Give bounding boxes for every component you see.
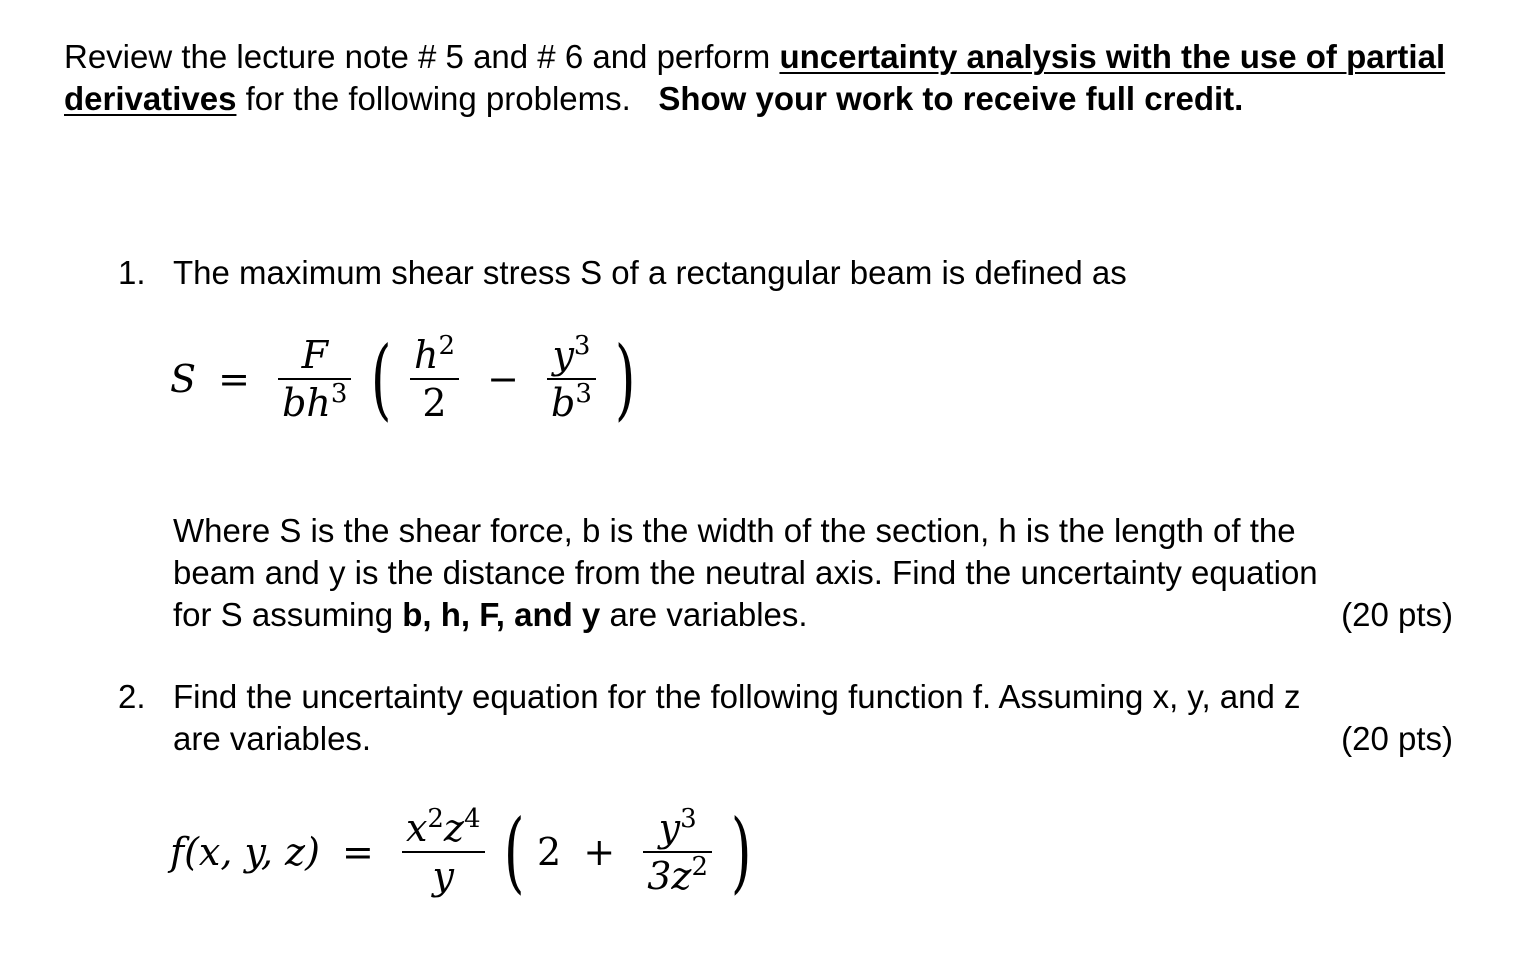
function-equation bbox=[170, 800, 752, 903]
eq2-num-z: z bbox=[443, 806, 464, 850]
eq2-inner-num-exp: 3 bbox=[680, 804, 697, 834]
eq1-term2-den-base: b bbox=[551, 381, 576, 425]
problem-1-points: (20 pts) bbox=[1341, 596, 1453, 633]
eq1-right-paren: ) bbox=[614, 327, 636, 430]
problem-1-statement: The maximum shear stress S of a rectangular beam is defined as bbox=[173, 254, 1127, 291]
eq1-term2-num-base: y bbox=[552, 333, 574, 377]
eq2-plus: + bbox=[583, 830, 616, 874]
eq2-main-fraction bbox=[402, 804, 485, 898]
instructions-paragraph bbox=[64, 36, 1464, 120]
eq1-term2-num-exp: 3 bbox=[573, 331, 591, 361]
problem-2-points: (20 pts) bbox=[1341, 720, 1453, 757]
instructions-emphasis: uncertainty analysis with the use of partial derivatives bbox=[64, 38, 1446, 117]
instructions-show-work: Show your work to receive full credit. bbox=[658, 80, 1244, 117]
problem-1-description-line-2: beam and y is the distance from the neutral axis. Find the uncertainty equation bbox=[173, 554, 1318, 591]
eq2-inner-den-exp: 2 bbox=[691, 852, 708, 882]
problem-2-statement bbox=[173, 676, 1453, 760]
eq1-term2-fraction bbox=[547, 331, 596, 425]
eq2-num-x: x bbox=[405, 806, 428, 850]
eq1-left-paren: ( bbox=[370, 327, 392, 430]
eq2-const: 2 bbox=[537, 830, 562, 874]
eq2-inner-fraction bbox=[643, 804, 712, 898]
instructions-text-2: for the following problems. bbox=[236, 80, 631, 117]
eq2-right-paren: ) bbox=[730, 800, 752, 903]
eq2-den: y bbox=[402, 851, 485, 895]
eq2-equals: = bbox=[342, 830, 374, 874]
eq1-coef-den-exp: 3 bbox=[330, 379, 348, 409]
problem-1-number: 1. bbox=[118, 254, 146, 291]
problem-1-description-line-1: Where S is the shear force, b is the width of the section, h is the length of the bbox=[173, 512, 1296, 549]
problem-2-line-1: Find the uncertainty equation for the following function f. Assuming x, y, and z bbox=[173, 678, 1301, 715]
eq2-inner-num-base: y bbox=[658, 806, 681, 850]
eq1-lhs: S bbox=[170, 357, 197, 401]
eq1-term1-fraction bbox=[410, 331, 459, 425]
problem-2-number: 2. bbox=[118, 678, 146, 715]
eq1-term1-num-exp: 2 bbox=[438, 331, 455, 361]
instructions-text: Review the lecture note # 5 and # 6 and perform bbox=[64, 38, 780, 75]
eq1-coef-den-base: bh bbox=[282, 381, 331, 425]
eq1-coefficient-fraction bbox=[278, 333, 351, 425]
eq2-inner-den-base: 3z bbox=[647, 854, 692, 898]
problem-1-variables: b, h, F, and y bbox=[402, 596, 601, 633]
eq1-coef-numerator: F bbox=[301, 333, 328, 377]
eq2-left-paren: ( bbox=[503, 800, 525, 903]
eq1-term1-num-base: h bbox=[413, 333, 439, 377]
eq1-equals: = bbox=[218, 357, 250, 401]
problem-1-description bbox=[173, 510, 1453, 636]
eq2-num-z-exp: 4 bbox=[463, 804, 481, 834]
problem-2-line-2: are variables. bbox=[173, 720, 372, 757]
eq1-minus: − bbox=[487, 357, 519, 401]
eq1-term1-den: 2 bbox=[410, 378, 459, 422]
eq2-lhs: f(x, y, z) bbox=[170, 830, 320, 874]
shear-stress-equation bbox=[170, 327, 636, 430]
eq1-term2-den-exp: 3 bbox=[575, 379, 592, 409]
problem-1-description-line-3: for S assuming b, h, F, and y are variables. bbox=[173, 596, 808, 633]
eq2-num-x-exp: 2 bbox=[427, 804, 444, 834]
